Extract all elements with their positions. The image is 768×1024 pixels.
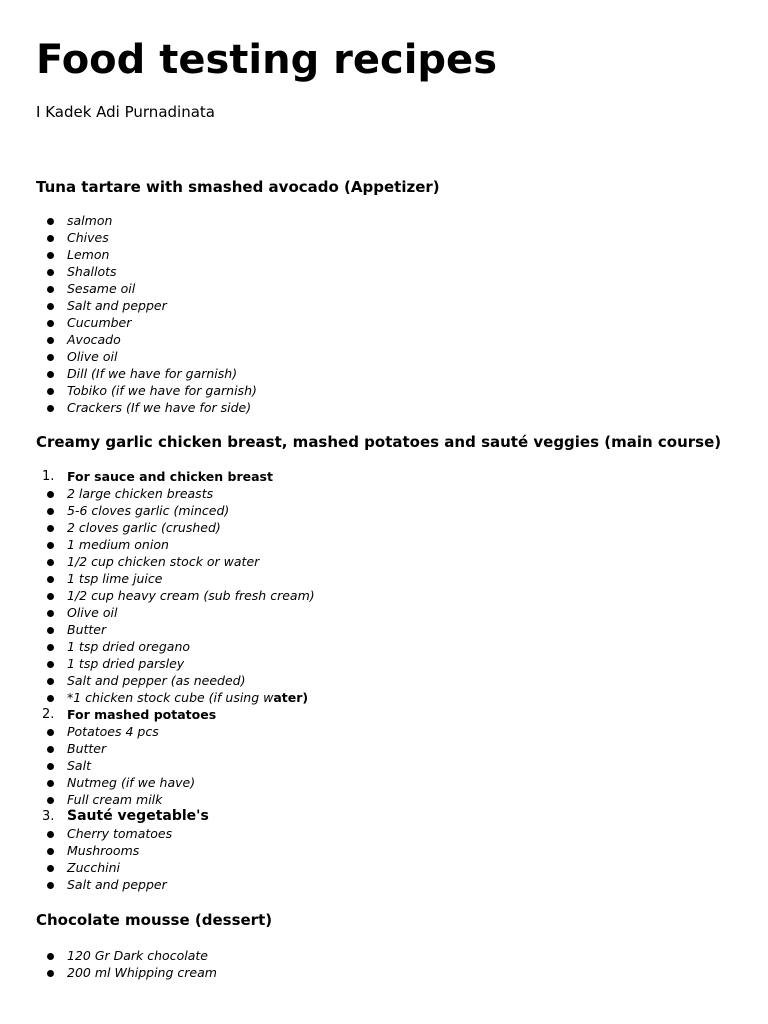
ingredient: 2 large chicken breasts bbox=[67, 486, 214, 501]
bullet-icon bbox=[47, 695, 54, 702]
ingredient: Mushrooms bbox=[67, 843, 140, 858]
list-item bbox=[0, 587, 740, 604]
ingredient: Cucumber bbox=[67, 315, 132, 330]
subheading-label: Sauté vegetable's bbox=[67, 808, 209, 824]
bullet-icon bbox=[47, 970, 54, 977]
ingredient: Dill (If we have for garnish) bbox=[67, 366, 238, 381]
bullet-icon bbox=[47, 882, 54, 889]
list-number: 1. bbox=[42, 469, 55, 484]
list-item bbox=[0, 570, 740, 587]
main-course-heading: Creamy garlic chicken breast, mashed potatoes and sauté veggies (main course) bbox=[36, 433, 722, 451]
ingredient: 1/2 cup chicken stock or water bbox=[67, 554, 260, 569]
ingredient: Zucchini bbox=[67, 860, 121, 875]
ingredient: Crackers (If we have for side) bbox=[67, 400, 252, 415]
bullet-icon bbox=[47, 627, 54, 634]
bullet-icon bbox=[47, 797, 54, 804]
ingredient: Lemon bbox=[67, 247, 110, 262]
author-name: I Kadek Adi Purnadinata bbox=[36, 103, 215, 121]
list-item bbox=[0, 212, 740, 229]
ingredient: Chives bbox=[67, 230, 109, 245]
ingredient: Salt and pepper (as needed) bbox=[67, 673, 246, 688]
list-item bbox=[0, 842, 740, 859]
list-item bbox=[0, 553, 740, 570]
bullet-icon bbox=[47, 953, 54, 960]
ingredient: Potatoes 4 pcs bbox=[67, 724, 159, 739]
ingredient-bold-part: ater) bbox=[273, 690, 309, 705]
bullet-icon bbox=[47, 388, 54, 395]
ingredient: Avocado bbox=[67, 332, 121, 347]
bullet-icon bbox=[47, 218, 54, 225]
ingredient: Olive oil bbox=[67, 349, 118, 364]
ingredient: Olive oil bbox=[67, 605, 118, 620]
numbered-subheading bbox=[0, 706, 740, 723]
list-item bbox=[0, 964, 740, 981]
bullet-icon bbox=[47, 405, 54, 412]
bullet-icon bbox=[47, 354, 54, 361]
bullet-icon bbox=[47, 729, 54, 736]
list-item bbox=[0, 859, 740, 876]
dessert-heading: Chocolate mousse (dessert) bbox=[36, 911, 273, 929]
bullet-icon bbox=[47, 780, 54, 787]
bullet-icon bbox=[47, 576, 54, 583]
ingredient: Full cream milk bbox=[67, 792, 163, 807]
subheading-label: For mashed potatoes bbox=[67, 707, 217, 722]
bullet-icon bbox=[47, 269, 54, 276]
ingredient: Salt bbox=[67, 758, 91, 773]
bullet-icon bbox=[47, 559, 54, 566]
bullet-icon bbox=[47, 678, 54, 685]
bullet-icon bbox=[47, 763, 54, 770]
list-item bbox=[0, 297, 740, 314]
bullet-icon bbox=[47, 865, 54, 872]
appetizer-ingredient-list bbox=[0, 212, 740, 416]
ingredient: Cherry tomatoes bbox=[67, 826, 173, 841]
list-number: 2. bbox=[42, 707, 55, 722]
ingredient: Tobiko (if we have for garnish) bbox=[67, 383, 257, 398]
ingredient: 1 medium onion bbox=[67, 537, 169, 552]
bullet-icon bbox=[47, 371, 54, 378]
list-item bbox=[0, 399, 740, 416]
bullet-icon bbox=[47, 491, 54, 498]
numbered-subheading bbox=[0, 808, 740, 825]
bullet-icon bbox=[47, 831, 54, 838]
list-item bbox=[0, 314, 740, 331]
dessert-ingredient-list bbox=[0, 947, 740, 981]
bullet-icon bbox=[47, 320, 54, 327]
ingredient: 200 ml Whipping cream bbox=[67, 965, 217, 980]
list-item bbox=[0, 348, 740, 365]
numbered-subheading bbox=[0, 468, 740, 485]
appetizer-heading: Tuna tartare with smashed avocado (Appetizer) bbox=[36, 178, 440, 196]
list-item bbox=[0, 536, 740, 553]
document-title: Food testing recipes bbox=[36, 37, 497, 83]
list-item bbox=[0, 825, 740, 842]
ingredient bbox=[67, 689, 308, 706]
bullet-icon bbox=[47, 746, 54, 753]
bullet-icon bbox=[47, 252, 54, 259]
list-item bbox=[0, 791, 740, 808]
bullet-icon bbox=[47, 303, 54, 310]
list-item bbox=[0, 672, 740, 689]
list-item bbox=[0, 280, 740, 297]
bullet-icon bbox=[47, 593, 54, 600]
ingredient: Nutmeg (if we have) bbox=[67, 775, 196, 790]
subheading-label: For sauce and chicken breast bbox=[67, 469, 273, 484]
list-item bbox=[0, 876, 740, 893]
list-item bbox=[0, 246, 740, 263]
ingredient: Shallots bbox=[67, 264, 117, 279]
list-item bbox=[0, 229, 740, 246]
list-item bbox=[0, 655, 740, 672]
list-item bbox=[0, 638, 740, 655]
ingredient: 5-6 cloves garlic (minced) bbox=[67, 503, 230, 518]
ingredient: Butter bbox=[67, 622, 107, 637]
list-item bbox=[0, 485, 740, 502]
ingredient: 1 tsp dried parsley bbox=[67, 656, 185, 671]
ingredient: Salt and pepper bbox=[67, 298, 167, 313]
list-number: 3. bbox=[42, 809, 55, 824]
ingredient: Sesame oil bbox=[67, 281, 136, 296]
bullet-icon bbox=[47, 848, 54, 855]
list-item bbox=[0, 365, 740, 382]
ingredient-italic-part: *1 chicken stock cube (if using w bbox=[67, 690, 274, 705]
bullet-icon bbox=[47, 525, 54, 532]
list-item bbox=[0, 757, 740, 774]
bullet-icon bbox=[47, 542, 54, 549]
ingredient: salmon bbox=[67, 213, 113, 228]
ingredient: 2 cloves garlic (crushed) bbox=[67, 520, 221, 535]
ingredient: 120 Gr Dark chocolate bbox=[67, 948, 208, 963]
list-item bbox=[0, 604, 740, 621]
list-item bbox=[0, 382, 740, 399]
main-course-ingredient-list bbox=[0, 468, 740, 893]
list-item bbox=[0, 263, 740, 280]
bullet-icon bbox=[47, 610, 54, 617]
bullet-icon bbox=[47, 235, 54, 242]
list-item bbox=[0, 519, 740, 536]
bullet-icon bbox=[47, 661, 54, 668]
list-item bbox=[0, 723, 740, 740]
bullet-icon bbox=[47, 508, 54, 515]
bullet-icon bbox=[47, 286, 54, 293]
list-item bbox=[0, 689, 740, 706]
list-item bbox=[0, 621, 740, 638]
list-item bbox=[0, 331, 740, 348]
bullet-icon bbox=[47, 337, 54, 344]
list-item bbox=[0, 502, 740, 519]
ingredient: Butter bbox=[67, 741, 107, 756]
ingredient: 1 tsp dried oregano bbox=[67, 639, 191, 654]
bullet-icon bbox=[47, 644, 54, 651]
ingredient: 1 tsp lime juice bbox=[67, 571, 163, 586]
ingredient: 1/2 cup heavy cream (sub fresh cream) bbox=[67, 588, 315, 603]
ingredient: Salt and pepper bbox=[67, 877, 167, 892]
list-item bbox=[0, 947, 740, 964]
list-item bbox=[0, 774, 740, 791]
list-item bbox=[0, 740, 740, 757]
